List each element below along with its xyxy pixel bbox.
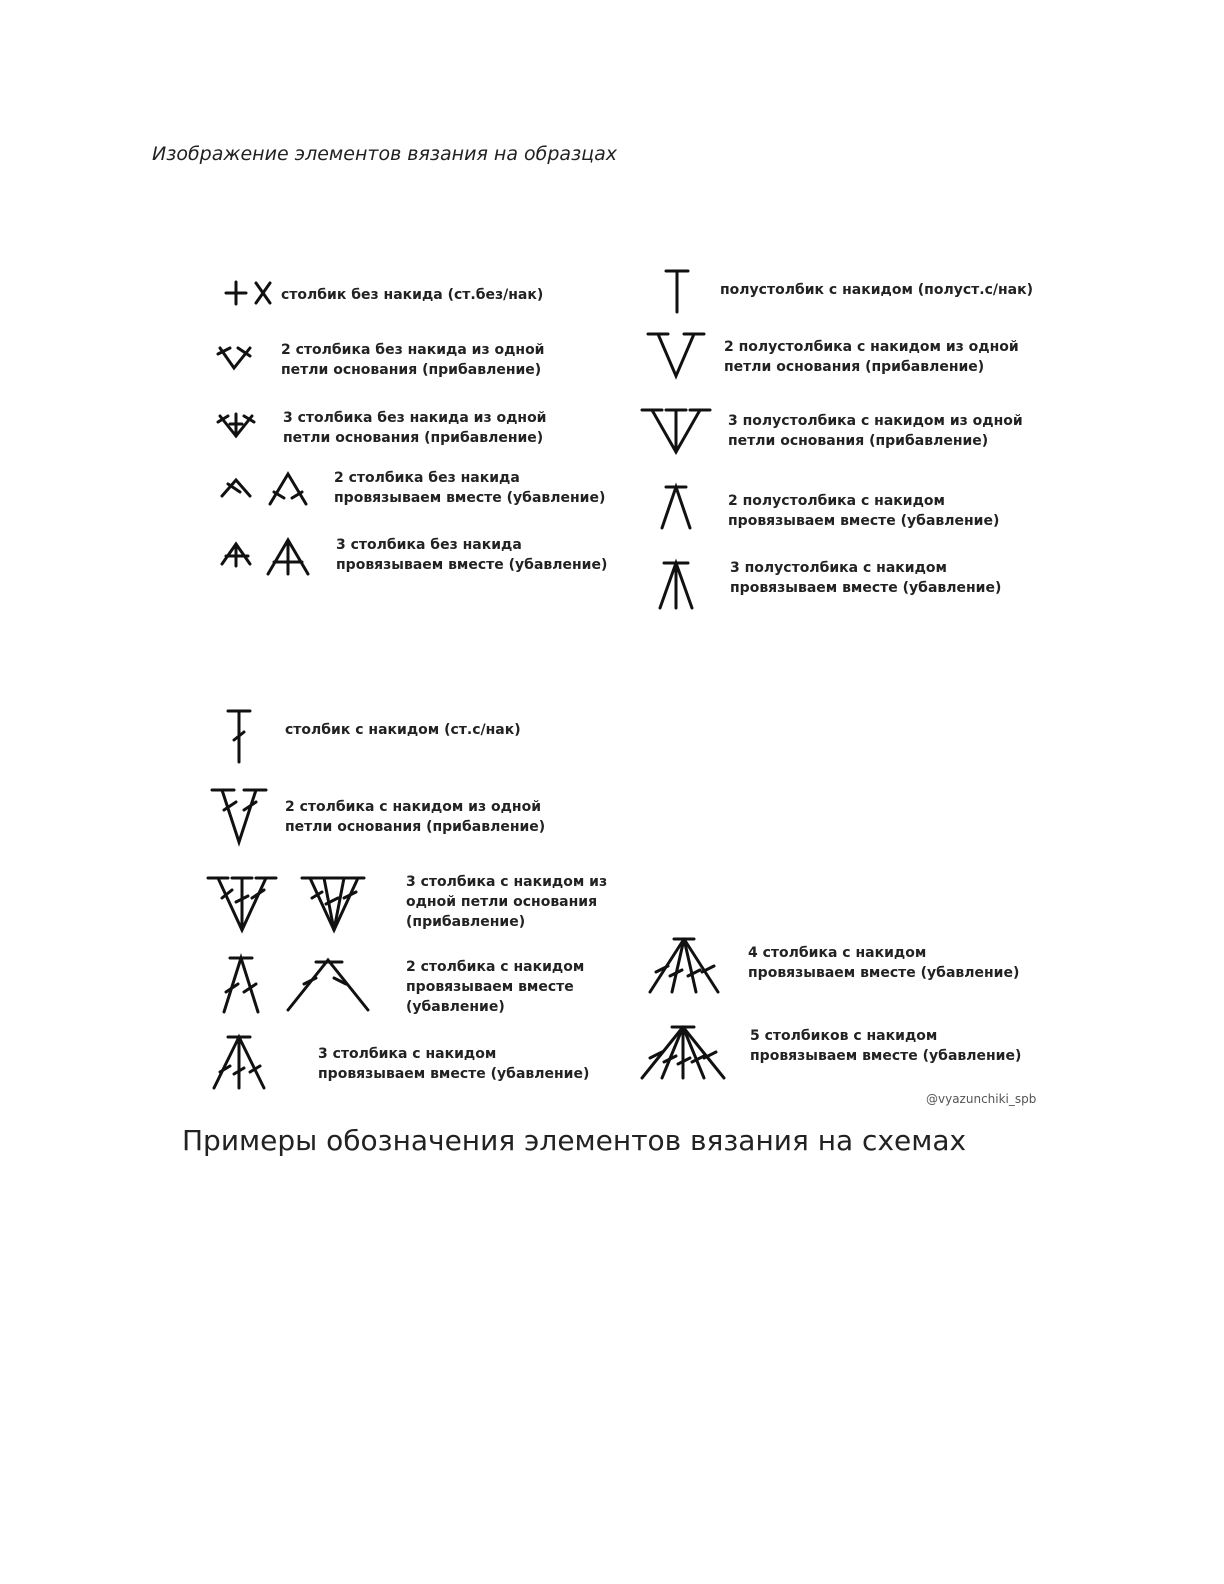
sc-dec2-label <box>334 468 605 508</box>
dc-dec3-label <box>318 1044 589 1084</box>
dc-dec4-line-1: 4 столбика с накидом <box>748 945 927 961</box>
hdc-dec2-line-2: провязываем вместе (убавление) <box>728 513 1000 529</box>
hdc-dec3-line-2: провязываем вместе (убавление) <box>730 580 1002 596</box>
sc-inc3-symbol <box>216 410 256 440</box>
sc-dec3-symbol <box>218 536 318 578</box>
dc-inc2-symbol <box>208 786 270 846</box>
dc-dec2-label <box>406 957 584 1017</box>
hdc-dec2-label <box>728 491 999 531</box>
sc-inc3-line-2: петли основания (прибавление) <box>283 430 544 446</box>
hdc-inc2-symbol <box>646 330 706 380</box>
sc-dec2-line-1: 2 столбика без накида <box>334 470 520 486</box>
dc-dec5-label <box>750 1026 1021 1066</box>
sc-inc2-label <box>281 340 545 380</box>
dc-inc2-line-1: 2 столбика с накидом из одной <box>285 799 541 815</box>
dc-dec2-line-1: 2 столбика с накидом <box>406 959 585 975</box>
hdc-symbol <box>664 268 690 314</box>
dc-inc3-symbol <box>206 874 372 934</box>
hdc-inc3-line-2: петли основания (прибавление) <box>728 433 989 449</box>
figure-caption-top: Изображение элементов вязания на образцах <box>152 143 617 165</box>
sc-label: столбик без накида (ст.без/нак) <box>281 287 544 303</box>
sc-dec3-line-1: 3 столбика без накида <box>336 537 522 553</box>
dc-dec3-line-2: провязываем вместе (убавление) <box>318 1066 590 1082</box>
hdc-dec3-symbol <box>656 560 696 610</box>
sc-inc3-line-1: 3 столбика без накида из одной <box>283 410 547 426</box>
hdc-inc3-line-1: 3 полустолбика с накидом из одной <box>728 413 1023 429</box>
sc-dec3-label <box>336 535 607 575</box>
dc-dec5-line-2: провязываем вместе (убавление) <box>750 1048 1022 1064</box>
sc-inc3-label <box>283 408 547 448</box>
hdc-dec2-line-1: 2 полустолбика с накидом <box>728 493 945 509</box>
sc-dec2-symbol <box>218 470 314 508</box>
hdc-dec3-line-1: 3 полустолбика с накидом <box>730 560 947 576</box>
hdc-dec3-label <box>730 558 1001 598</box>
sc-dec3-line-2: провязываем вместе (убавление) <box>336 557 608 573</box>
hdc-inc3-symbol <box>640 406 712 456</box>
dc-inc3-line-3: (прибавление) <box>406 914 526 930</box>
dc-inc3-line-2: одной петли основания <box>406 894 598 910</box>
dc-dec2-symbol <box>218 954 374 1016</box>
sc-dec2-line-2: провязываем вместе (убавление) <box>334 490 606 506</box>
hdc-dec2-symbol <box>658 484 694 530</box>
dc-dec3-line-1: 3 столбика с накидом <box>318 1046 497 1062</box>
dc-symbol <box>226 708 252 764</box>
dc-inc2-line-2: петли основания (прибавление) <box>285 819 546 835</box>
dc-dec5-line-1: 5 столбиков с накидом <box>750 1028 938 1044</box>
dc-dec3-symbol <box>210 1034 268 1092</box>
dc-dec4-symbol <box>646 936 722 996</box>
watermark: @vyazunchiki_spb <box>926 1092 1037 1106</box>
dc-label: столбик с накидом (ст.с/нак) <box>285 722 521 738</box>
hdc-inc2-line-1: 2 полустолбика с накидом из одной <box>724 339 1019 355</box>
dc-dec4-line-2: провязываем вместе (убавление) <box>748 965 1020 981</box>
hdc-inc2-line-2: петли основания (прибавление) <box>724 359 985 375</box>
sc-inc2-line-2: петли основания (прибавление) <box>281 362 542 378</box>
dc-dec4-label <box>748 943 1019 983</box>
figure-caption-bottom: Примеры обозначения элементов вязания на схемах <box>182 1124 967 1157</box>
hdc-inc3-label <box>728 411 1023 451</box>
dc-inc3-label <box>406 872 607 932</box>
hdc-inc2-label <box>724 337 1019 377</box>
sc-inc2-symbol <box>216 342 256 372</box>
dc-dec2-line-3: (убавление) <box>406 999 505 1015</box>
hdc-label: полустолбик с накидом (полуст.с/нак) <box>720 282 1033 298</box>
sc-inc2-line-1: 2 столбика без накида из одной <box>281 342 545 358</box>
dc-dec5-symbol <box>638 1024 728 1082</box>
sc-symbol <box>224 280 274 308</box>
dc-inc3-line-1: 3 столбика с накидом из <box>406 874 608 890</box>
dc-inc2-label <box>285 797 545 837</box>
dc-dec2-line-2: провязываем вместе <box>406 979 574 995</box>
